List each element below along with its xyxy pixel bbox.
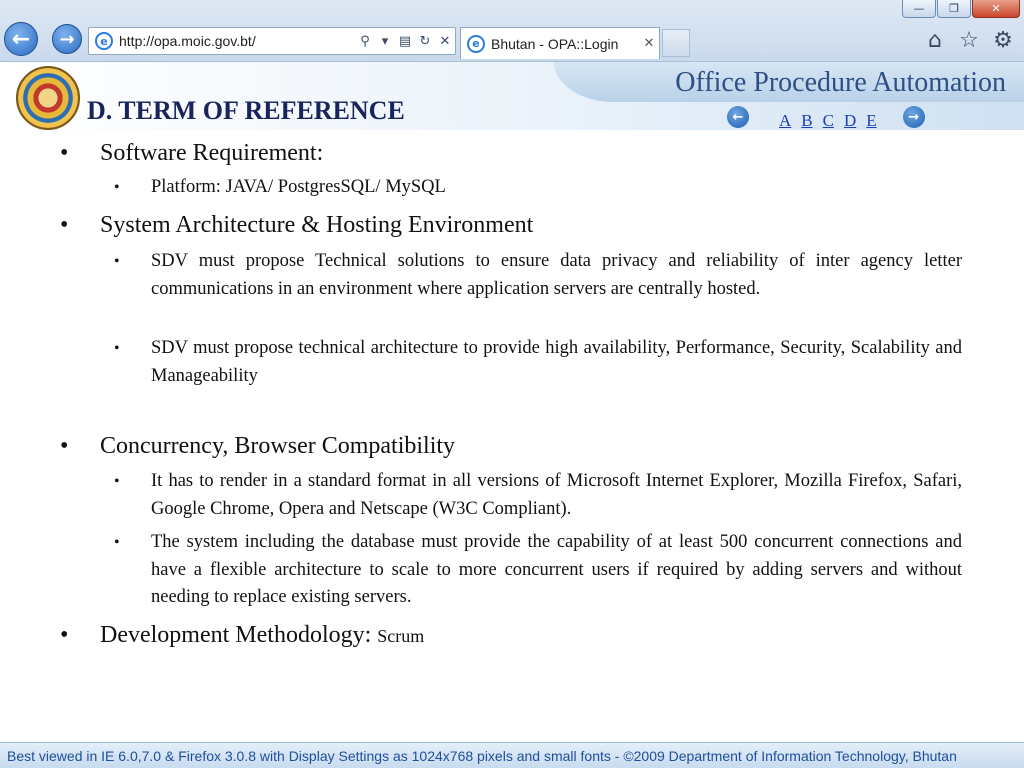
minimize-button[interactable]: — <box>902 0 936 18</box>
bullet-icon: • <box>60 433 69 459</box>
previous-arrow-icon[interactable]: ← <box>727 106 749 128</box>
compatibility-icon[interactable]: ▤ <box>398 33 412 49</box>
browser-chrome <box>0 0 1024 62</box>
bullet-icon: • <box>60 140 69 166</box>
url-text[interactable]: http://opa.moic.gov.bt/ <box>119 33 256 49</box>
window-controls <box>902 0 1020 18</box>
methodology-value: Scrum <box>377 626 425 646</box>
title-bar <box>0 0 1024 18</box>
toolbar-right <box>922 26 1016 54</box>
list-item: • SDV must propose Technical solutions to ensure data privacy and reliability of inter agency letter communications in an environment where application servers are centrally hosted. <box>114 248 962 303</box>
list-item: • Platform: JAVA/ PostgresSQL/ MySQL <box>114 174 962 202</box>
bullet-icon: • <box>60 212 69 238</box>
new-tab-button[interactable] <box>662 29 690 57</box>
refresh-icon[interactable]: ↻ <box>419 33 431 49</box>
maximize-button[interactable]: ❐ <box>937 0 971 18</box>
search-icon[interactable]: ⚲ <box>360 33 370 49</box>
pager-link-b[interactable]: B <box>801 111 813 130</box>
main-content: • Software Requirement: • Platform: JAVA/ PostgresSQL/ MySQL • System Architecture & Hosting Environment • SDV must propose Technical solutions to ensure data privacy and reliability of inter agency letter communications in an environment where application servers are centrally hosted. • SDV must propose technical architecture to provide high availability, Performance, Security, Scalability and Manageability • Concurrency, Browser Compatibility • It has to render in a standard format in all versions of Microsoft Internet Explorer, Mozilla Firefox, Safari, Google Chrome, Opera and Netscape (W3C Compliant). • The system including the database must provide the capability of at least 500 concurrent connections and have a flexible architecture to scale to more concurrent users if required by adding servers and without needing to replace existing servers. • Development Methodology: Scrum <box>60 140 962 648</box>
next-arrow-icon[interactable]: → <box>903 106 925 128</box>
bullet-icon: • <box>114 534 120 551</box>
list-item: • It has to render in a standard format in all versions of Microsoft Internet Explorer, Mozilla Firefox, Safari, Google Chrome, Opera and Netscape (W3C Compliant). <box>114 468 962 523</box>
app-name: Office Procedure Automation <box>675 67 1006 98</box>
settings-gear-icon[interactable]: ⚙ <box>993 27 1013 53</box>
bullet-icon: • <box>60 622 69 648</box>
browser-tab[interactable] <box>460 27 660 59</box>
ie-icon: e <box>95 32 113 50</box>
page-title: D. TERM OF REFERENCE <box>87 96 405 125</box>
stop-icon[interactable]: ✕ <box>439 33 451 49</box>
list-item: • SDV must propose technical architecture to provide high availability, Performance, Security, Scalability and Manageability <box>114 335 962 390</box>
home-icon[interactable]: ⌂ <box>928 27 942 53</box>
slide-pager <box>727 103 925 131</box>
page-footer: Best viewed in IE 6.0,7.0 & Firefox 3.0.8 with Display Settings as 1024x768 pixels and small fonts - ©2009 Department of Information Technology, Bhutan <box>0 742 1024 768</box>
bhutan-emblem-icon <box>16 66 80 130</box>
pager-link-c[interactable]: C <box>822 111 834 130</box>
pager-link-d[interactable]: D <box>843 111 857 130</box>
bullet-icon: • <box>114 473 120 490</box>
close-window-button[interactable]: ✕ <box>972 0 1020 18</box>
bullet-icon: • <box>114 340 120 357</box>
forward-button[interactable] <box>52 24 82 54</box>
tab-ie-icon: e <box>467 35 485 53</box>
pager-link-e[interactable]: E <box>866 111 877 130</box>
list-item: • The system including the database must provide the capability of at least 500 concurrent connections and have a flexible architecture to scale to more concurrent users if required by adding servers and without needing to replace existing servers. <box>114 529 962 612</box>
bullet-icon: • <box>114 253 120 270</box>
back-button[interactable] <box>4 22 38 56</box>
bullet-icon: • <box>114 179 120 196</box>
favorites-star-icon[interactable]: ☆ <box>959 27 979 53</box>
back-arrow-icon: ← <box>11 26 31 52</box>
dropdown-icon[interactable]: ▾ <box>381 33 389 49</box>
pager-link-a[interactable]: A <box>779 111 792 130</box>
forward-arrow-icon: → <box>59 28 75 50</box>
address-bar[interactable] <box>88 27 456 55</box>
tab-close-icon[interactable]: ✕ <box>643 36 655 51</box>
tab-title: Bhutan - OPA::Login <box>491 35 619 52</box>
pager-links <box>779 111 877 131</box>
